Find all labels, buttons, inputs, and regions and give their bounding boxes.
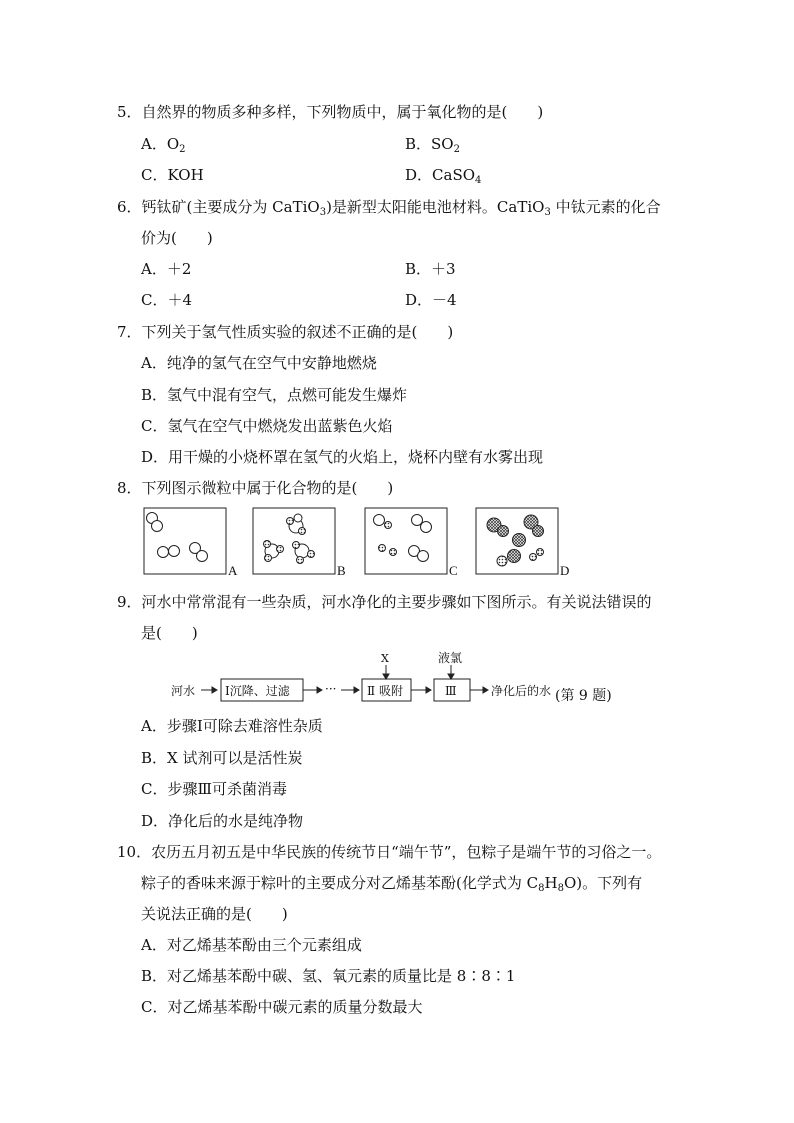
q9-option-d: D．净化后的水是纯净物 (141, 812, 304, 830)
q5-stem: 5．自然界的物质多种多样，下列物质中，属于氧化物的是( ) (117, 103, 544, 121)
q9-stem-line2: 是( ) (141, 624, 198, 642)
q9-option-a: A．步骤Ⅰ可除去难溶性杂质 (141, 717, 323, 735)
q5-d-pre: D．CaSO (405, 166, 476, 184)
q9-arrowhead-4 (426, 687, 431, 693)
q9-chlorine-label: 液氯 (438, 651, 463, 665)
q8-label-b: B (337, 563, 346, 578)
q10-option-b: B．对乙烯基苯酚中碳、氢、氧元素的质量比是 8∶8∶1 (141, 967, 516, 985)
q9-stem-line1: 9．河水中常常混有一些杂质，河水净化的主要步骤如下图所示。有关说法错误的 (117, 593, 652, 611)
q8-box-d (476, 508, 558, 574)
q6-stem-line2: 价为( ) (141, 229, 213, 247)
q8-label-c: C (449, 563, 458, 578)
q9-arrowhead-5 (483, 687, 488, 693)
q6-stem-pre: 6．钙钛矿(主要成分为 CaTiO (117, 198, 320, 216)
q8-box-a (144, 508, 226, 574)
q6-option-c: C．＋4 (141, 291, 193, 309)
q9-option-b: B．X 试剂可以是活性炭 (141, 749, 303, 767)
q10-stem2-sub2: 8 (557, 883, 564, 894)
q9-result-label: 净化后的水 (491, 684, 552, 698)
q6-stem-sub1: 3 (319, 207, 327, 218)
q7-option-a: A．纯净的氢气在空气中安静地燃烧 (141, 354, 377, 372)
q9-step2-label: Ⅱ 吸附 (367, 684, 403, 698)
q9-x-arrowhead (383, 674, 389, 679)
q9-river-label: 河水 (171, 684, 196, 698)
q6-option-b: B．＋3 (405, 260, 456, 278)
q9-chlorine-arrowhead (448, 674, 454, 679)
q10-stem2-pre: 粽子的香味来源于粽叶的主要成分对乙烯基苯酚(化学式为 C (141, 874, 539, 892)
q9-x-label: X (381, 652, 389, 665)
q6-stem-mid: )是新型太阳能电池材料。CaTiO (326, 198, 545, 216)
q10-stem2-sub1: 8 (538, 883, 545, 894)
q9-step1-label: Ⅰ沉降、过滤 (225, 684, 290, 698)
q6-stem-sub2: 3 (544, 207, 551, 218)
q9-option-c: C．步骤Ⅲ可杀菌消毒 (141, 780, 287, 798)
q8-box-b (253, 508, 335, 574)
q6-stem-post: 中钛元素的化合 (550, 198, 661, 216)
q8-box-c (365, 508, 447, 574)
q10-stem-line3: 关说法正确的是( ) (141, 905, 288, 923)
q5-d-sub: 4 (475, 175, 482, 186)
q9-arrowhead-2 (317, 687, 322, 693)
q9-figure-caption: (第 9 题) (555, 688, 612, 704)
q10-option-c: C．对乙烯基苯酚中碳元素的质量分数最大 (141, 998, 423, 1016)
q7-option-b: B．氢气中混有空气，点燃可能发生爆炸 (141, 386, 408, 404)
q9-arrowhead-3 (354, 687, 359, 693)
q6-option-a: A．＋2 (141, 260, 192, 278)
q10-option-a: A．对乙烯基苯酚由三个元素组成 (141, 936, 362, 954)
q5-b-sub: 2 (453, 144, 460, 155)
q8-stem: 8．下列图示微粒中属于化合物的是( ) (117, 479, 394, 497)
q8-label-a: A (228, 563, 238, 578)
q5-b-pre: B．SO (405, 135, 454, 153)
q9-arrowhead-1 (212, 687, 217, 693)
q5-a-sub: 2 (179, 144, 186, 155)
q10-stem-line2 (141, 873, 642, 899)
q9-step3-label: Ⅲ (445, 684, 457, 698)
q10-stem-line1: 10．农历五月初五是中华民族的传统节日“端午节”，包粽子是端午节的习俗之一。 (117, 843, 662, 861)
q7-option-c: C．氢气在空气中燃烧发出蓝紫色火焰 (141, 417, 393, 435)
q7-stem: 7．下列关于氢气性质实验的叙述不正确的是( ) (117, 323, 454, 341)
q6-option-d: D．－4 (405, 291, 457, 309)
q5-a-pre: A．O (141, 135, 180, 153)
q7-option-d: D．用干燥的小烧杯罩在氢气的火焰上，烧杯内壁有水雾出现 (141, 448, 544, 466)
q5-c-pre: C．KOH (141, 166, 204, 184)
q10-stem2-post: O)。下列有 (563, 874, 643, 892)
q8-label-d: D (560, 563, 570, 578)
q10-stem2-mid: H (544, 874, 558, 892)
q9-dots: ··· (325, 682, 337, 696)
